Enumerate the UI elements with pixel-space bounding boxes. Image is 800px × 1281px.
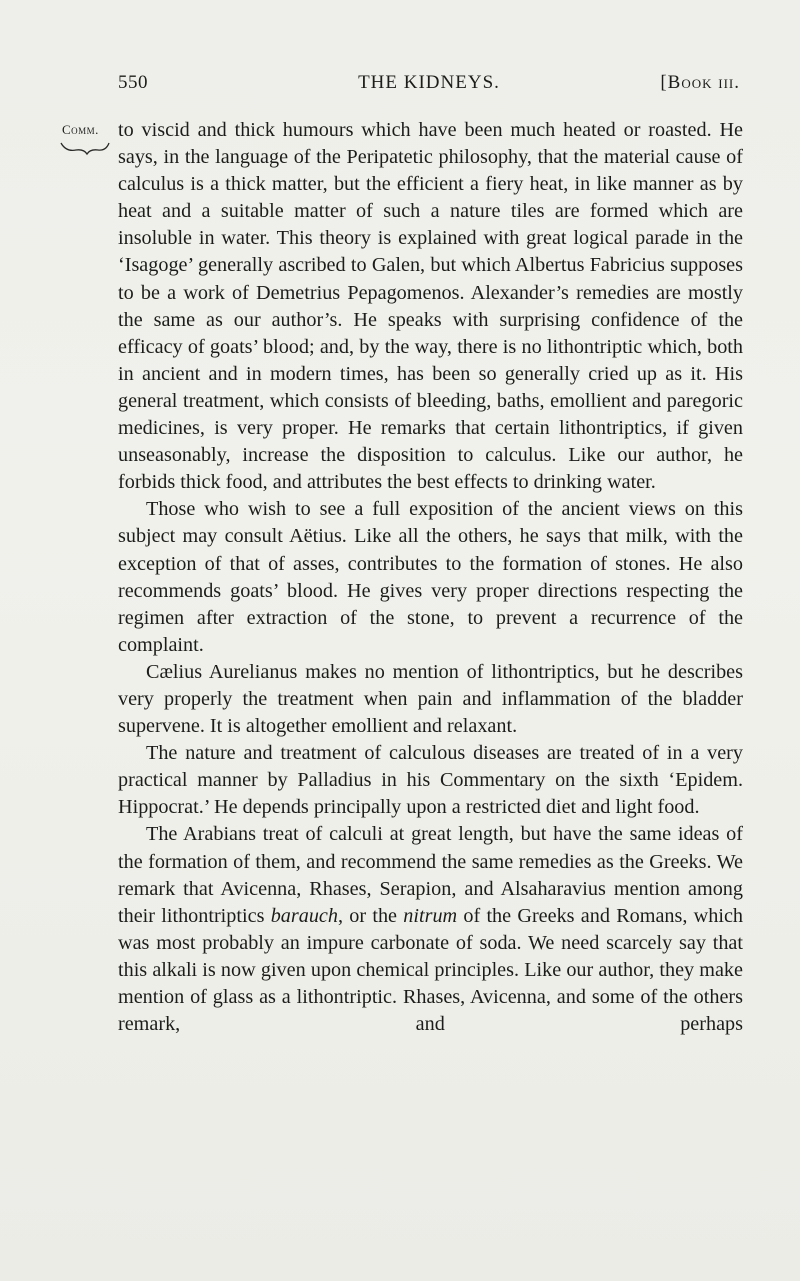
paragraph-2-text: Those who wish to see a full exposition of the ancient views on this subject may consult Aëtius. Like all the others, he says that milk, with the exception of that of asses, contributes to the formation of stones. He also recommends goats’ blood. He gives very proper directions respecting the regimen after extraction of the stone, to prevent a recurrence of the complaint. <box>118 498 743 656</box>
paragraph-2 <box>118 496 743 659</box>
paragraph-4 <box>118 740 743 821</box>
paragraph-4-text: The nature and treatment of calculous diseases are treated of in a very practical manner by Palladius in his Commentary on the sixth ‘Epidem. Hippocrat.’ He depends principally upon a restricted diet and light food. <box>118 742 743 819</box>
paragraph-5 <box>118 821 743 1038</box>
running-header <box>118 72 740 100</box>
paragraph-3-text: Cælius Aurelianus makes no mention of lithontriptics, but he describes very properly the treatment when pain and inflammation of the bladder supervene. It is altogether emollient and relaxant. <box>118 660 743 738</box>
paragraph-3 <box>118 659 743 740</box>
term-nitrum: nitrum <box>403 904 458 927</box>
margin-note-commentary: Comm. <box>62 122 99 137</box>
book-reference: [Book iii. <box>660 72 740 93</box>
body-text <box>118 117 743 1038</box>
term-barauch: barauch <box>270 904 338 927</box>
running-title: THE KIDNEYS. <box>358 72 500 93</box>
paragraph-5-text-b: , or the <box>337 904 404 927</box>
paragraph-1 <box>118 117 743 496</box>
page-number: 550 <box>118 72 148 93</box>
paragraph-1-text: to viscid and thick humours which have been much heated or roasted. He says, in the language of the Peripatetic philosophy, that the material cause of calculus is a thick matter, but the efficient a fiery heat, in like manner as by heat and a suitable matter of such a nature tiles are formed which are insoluble in water. This theory is explained with great logical parade in the ‘Isagoge’ generally ascribed to Galen, but which Albertus Fabricius supposes to be a work of Demetrius Pepagomenos. Alexander’s remedies are mostly the same as our author’s. He speaks with surprising confidence of the efficacy of goats’ blood; and, by the way, there is no lithontriptic which, both in ancient and in modern times, has been so generally cried up as it. His general treatment, which consists of bleeding, baths, emollient and paregoric medicines, is very proper. He remarks that certain lithontriptics, if given unseasonably, increase the disposition to calculus. Like our author, he forbids thick food, and attributes the best effects to drinking water. <box>118 119 743 494</box>
paragraph-5-text-a: The Arabians treat of calculi at great length, but have the same ideas of the formation of them, and recommend the same remedies as the Greeks. We remark that Avicenna, Rhases, Serapion, and Alsaharavius mention among their lithontriptics <box>118 823 743 927</box>
paragraph-5-text-c: of the Greeks and Romans, which was most probably an impure carbonate of soda. We need scarcely say that this alkali is now given upon chemical principles. Like our author, they make mention of glass as a lithontriptic. Rhases, Avicenna, and some of the others remark, and perhaps <box>118 904 744 1036</box>
margin-brace-mark <box>60 140 110 156</box>
